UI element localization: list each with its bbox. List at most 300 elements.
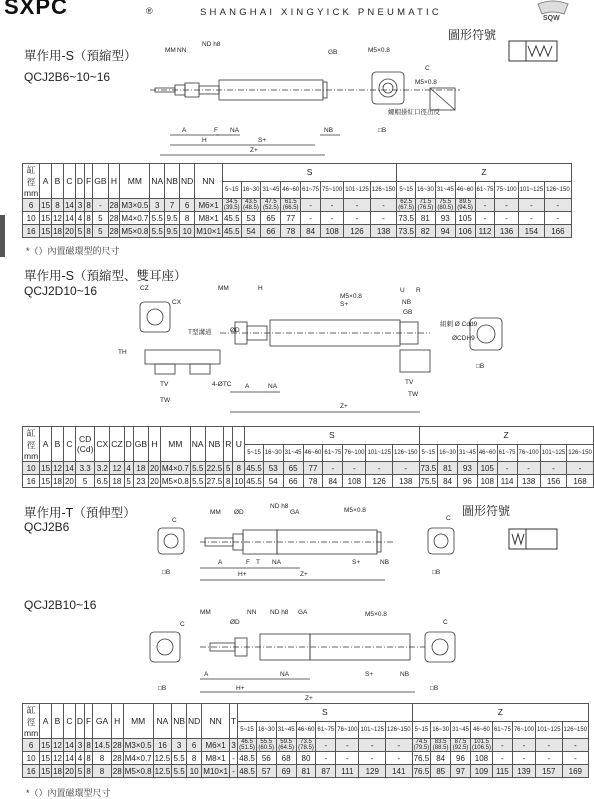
table-cell: M8×1 xyxy=(202,752,230,765)
table-cell: 14 xyxy=(64,200,74,210)
stroke-range: 61~75 xyxy=(301,181,321,199)
d3-dim-label: NB xyxy=(380,559,390,566)
column-header: NA xyxy=(150,164,165,199)
table-cell: 5 xyxy=(75,475,95,488)
d4-dim-label: C xyxy=(443,619,448,626)
table-cell: 3.3 xyxy=(75,462,95,475)
drawing-4 xyxy=(140,604,470,704)
table-cell: 8 xyxy=(224,475,233,488)
table-cell: 28 xyxy=(112,766,122,776)
drawing-3 xyxy=(150,500,470,590)
column-header: C xyxy=(63,427,75,462)
table-cell: 10 xyxy=(234,476,244,486)
column-header: NB xyxy=(172,704,187,739)
s-cell: 47.5 (52.5) xyxy=(261,199,281,212)
table-cell: - xyxy=(93,199,108,212)
d4-dim-label: □B xyxy=(430,685,439,692)
z-cell: 93 xyxy=(457,462,477,475)
section1-model: QCJ2B6~10~16 xyxy=(24,70,111,84)
d2-dim-label: S+ xyxy=(340,301,349,308)
table-cell: 6 xyxy=(187,739,202,752)
d2-dim-label: NB xyxy=(402,299,412,306)
table-row xyxy=(23,212,572,225)
stroke-range: 16~30 xyxy=(263,444,283,462)
d1-dim-label: Z+ xyxy=(250,147,258,154)
s-cell: 65 xyxy=(283,462,303,475)
stroke-range: 31~45 xyxy=(435,181,455,199)
d1-dim-label: 螺帽掛紅口徑出反 xyxy=(388,109,440,116)
stroke-range: 46~60 xyxy=(303,444,323,462)
registered-mark: ® xyxy=(146,6,153,16)
drawing-2 xyxy=(100,282,520,422)
table-cell: 8 xyxy=(86,213,91,223)
brand-logo: SXPC xyxy=(4,0,68,19)
d3-dim-label: ND h8 xyxy=(270,503,289,510)
column-header: H xyxy=(108,164,120,199)
z-cell: 71.5 (76.5) xyxy=(415,199,435,212)
s-cell: - xyxy=(336,752,359,765)
z-cell: 89.5 (94.5) xyxy=(455,199,475,212)
s-cell: 84 xyxy=(301,225,321,238)
s-cell: - xyxy=(301,212,321,225)
z-cell: 166 xyxy=(545,225,572,238)
section3-title: 單作用-T（預伸型） xyxy=(24,506,136,520)
d1-dim-label: NN xyxy=(177,47,187,54)
table-cell: 15 xyxy=(41,753,51,763)
table-cell: 3 xyxy=(75,739,84,752)
s-cell: 129 xyxy=(359,765,386,778)
table-cell: 5 xyxy=(224,462,233,475)
z-cell: - xyxy=(492,752,512,765)
s-cell: 78 xyxy=(281,225,301,238)
stroke-range: 126~150 xyxy=(567,444,594,462)
table-cell: 3 xyxy=(75,199,84,212)
section3-model: QCJ2B6 xyxy=(24,520,70,534)
s-cell: - xyxy=(316,752,336,765)
z-cell: 93 xyxy=(435,212,455,225)
column-header: D xyxy=(124,427,133,462)
table-cell: M4×0.7 xyxy=(124,753,152,763)
column-header: C xyxy=(63,164,75,199)
stroke-range: 61~75 xyxy=(492,721,512,739)
z-cell: 154 xyxy=(518,225,545,238)
table-cell: 28 xyxy=(112,753,122,763)
z-cell: 138 xyxy=(517,475,540,488)
table-row xyxy=(23,765,589,778)
column-header: F xyxy=(85,164,93,199)
table-cell: M3×0.5 xyxy=(121,200,149,210)
stroke-range: 5~15 xyxy=(245,444,264,462)
table-cell: 16 xyxy=(153,739,172,752)
d2-dim-label: TV xyxy=(405,379,414,386)
d3-dim-label: A xyxy=(218,559,223,566)
z-cell: - xyxy=(536,752,563,765)
d1-dim-label: NB xyxy=(324,127,334,134)
table-cell: M5×0.8 xyxy=(121,226,149,236)
stroke-range: 46~60 xyxy=(477,444,497,462)
column-header: U xyxy=(233,427,245,462)
table-cell: 18 xyxy=(53,476,62,486)
stroke-range: 31~45 xyxy=(451,721,471,739)
z-group-header: Z xyxy=(397,164,571,182)
column-header: A xyxy=(40,427,52,462)
table-cell: 28 xyxy=(109,213,119,223)
d4-dim-label: M5×0.8 xyxy=(365,611,387,618)
z-cell: 73.5 xyxy=(398,226,414,236)
stroke-range: 126~150 xyxy=(545,181,572,199)
z-cell: 109 xyxy=(470,765,492,778)
z-cell: 81 xyxy=(415,212,435,225)
s-cell: 126 xyxy=(366,475,393,488)
table-header-row xyxy=(23,704,589,722)
s-cell: - xyxy=(366,462,393,475)
table-cell: 12.5 xyxy=(154,753,171,763)
table-cell: M5×0.8 xyxy=(161,476,189,486)
z-cell: 112 xyxy=(475,225,495,238)
table-cell: 8 xyxy=(233,462,245,475)
bore-cell: 10 xyxy=(23,752,40,765)
s-group-header: S xyxy=(222,164,396,182)
table-cell: 6 xyxy=(179,199,194,212)
s-cell: 43.5 (48.5) xyxy=(241,199,261,212)
s-cell: 87 xyxy=(316,765,336,778)
table-cell: 12 xyxy=(53,740,62,750)
d1-dim-label: M5×0.8 xyxy=(368,47,390,54)
z-cell: 101.5 (106.5) xyxy=(471,739,491,751)
table-cell: 8 xyxy=(86,753,91,763)
s-cell: 68 xyxy=(276,752,296,765)
s-cell: 77 xyxy=(281,212,301,225)
table-cell: 5 xyxy=(124,475,133,488)
column-header: CX xyxy=(95,427,110,462)
s-cell: 81 xyxy=(296,765,316,778)
table-cell: 3 xyxy=(150,199,165,212)
bore-cell: 6 xyxy=(23,739,40,752)
z-cell: 114 xyxy=(497,475,517,488)
table-cell: 5.5 xyxy=(173,753,185,763)
s-cell: - xyxy=(359,739,386,752)
s-cell: 126 xyxy=(344,225,371,238)
z-cell: - xyxy=(562,739,589,752)
d4-dim-label: GA xyxy=(298,609,308,616)
z-cell: - xyxy=(540,462,567,475)
stroke-range: 16~30 xyxy=(415,181,435,199)
d2-dim-label: U xyxy=(400,287,405,294)
d4-dim-label: S+ xyxy=(365,671,374,678)
z-cell: 96 xyxy=(451,752,471,765)
z-cell: 136 xyxy=(495,225,518,238)
stroke-range: 101~125 xyxy=(540,444,567,462)
stroke-range: 46~60 xyxy=(470,721,492,739)
stroke-range: 5~15 xyxy=(222,181,241,199)
s-cell: - xyxy=(336,739,359,752)
bore-cell: 16 xyxy=(23,225,40,238)
table-row xyxy=(23,475,594,488)
bore-cell: 10 xyxy=(23,212,40,225)
s-cell: 46.5 (51.5) xyxy=(239,739,255,751)
column-header: GB xyxy=(133,427,148,462)
d4-dim-label: □B xyxy=(158,685,167,692)
table-cell: 12 xyxy=(53,213,62,223)
d2-dim-label: ØD xyxy=(230,327,240,334)
s-cell: 45.5 xyxy=(246,463,262,473)
d3-dim-label: Z+ xyxy=(300,571,308,578)
s-cell: 78 xyxy=(303,475,323,488)
table-cell: 10 xyxy=(179,225,194,238)
d3-dim-label: C xyxy=(172,517,177,524)
column-header: ND xyxy=(179,164,194,199)
table-cell: M3×0.5 xyxy=(124,740,152,750)
column-header: B xyxy=(52,427,64,462)
column-header: CZ xyxy=(110,427,124,462)
table-cell: M8×1 xyxy=(195,212,223,225)
d2-dim-label: T型溝道 xyxy=(188,329,212,336)
column-header: D xyxy=(75,704,84,739)
table-cell: 12 xyxy=(110,462,124,475)
z-cell: 85 xyxy=(431,765,451,778)
table-cell: 18 xyxy=(133,462,148,475)
table-cell: 3.2 xyxy=(96,463,108,473)
s-cell: - xyxy=(344,199,371,212)
stroke-range: 31~45 xyxy=(261,181,281,199)
s-group-header: S xyxy=(245,427,419,445)
table-cell: 8 xyxy=(179,212,194,225)
d2-dim-label: CX xyxy=(172,299,182,306)
s-cell: - xyxy=(359,752,386,765)
column-header: R xyxy=(224,427,233,462)
column-header: T xyxy=(229,704,237,739)
s-cell: 138 xyxy=(392,475,419,488)
z-cell: - xyxy=(512,752,535,765)
d2-dim-label: TW xyxy=(408,391,419,398)
d1-dim-label: S+ xyxy=(258,137,267,144)
stroke-range: 76~100 xyxy=(336,721,359,739)
z-cell: 97 xyxy=(451,765,471,778)
table-cell: 8 xyxy=(86,766,91,776)
stroke-range: 31~45 xyxy=(283,444,303,462)
d2-dim-label: TH xyxy=(118,349,127,356)
bore-header: 缸徑 mm xyxy=(24,705,39,738)
d4-dim-label: C xyxy=(180,621,185,628)
stroke-range: 16~30 xyxy=(431,721,451,739)
d3-dim-label: MM xyxy=(210,509,221,516)
d1-dim-label: □B xyxy=(378,127,387,134)
table-cell: 15 xyxy=(41,213,51,223)
stroke-range: 5~15 xyxy=(397,181,416,199)
d1-dim-label: C xyxy=(425,65,430,72)
s-cell: - xyxy=(392,462,419,475)
bore-cell: 16 xyxy=(23,475,40,488)
table-cell: 20 xyxy=(64,766,74,776)
z-cell: 75.5 (80.5) xyxy=(435,199,455,212)
z-cell: 62.5 (67.5) xyxy=(398,199,414,211)
table-cell: 3 xyxy=(231,740,236,750)
s-cell: - xyxy=(370,212,397,225)
column-header: MM xyxy=(120,164,150,199)
s-cell: 111 xyxy=(336,765,359,778)
s-cell: 138 xyxy=(370,225,397,238)
d2-dim-label: TW xyxy=(160,397,171,404)
company-name: SHANGHAI XINGYICK PNEUMATIC xyxy=(200,7,442,18)
z-cell: - xyxy=(518,212,545,225)
s-cell: 141 xyxy=(386,765,413,778)
z-cell: - xyxy=(512,739,535,752)
s-cell: 34.5 (39.5) xyxy=(223,199,240,211)
table-cell: 20 xyxy=(64,226,74,236)
table-cell: 8 xyxy=(93,752,112,765)
z-cell: 74.5 (79.5) xyxy=(413,739,430,751)
table-cell: 4 xyxy=(75,212,84,225)
z-cell: 75.5 xyxy=(420,476,437,486)
z-cell: 82 xyxy=(415,225,435,238)
stroke-range: 101~125 xyxy=(344,181,371,199)
s-cell: 108 xyxy=(343,475,366,488)
table1-footnote: *（）內置磁環型的尺寸 xyxy=(26,246,120,256)
table-row xyxy=(23,752,589,765)
stroke-range: 61~75 xyxy=(497,444,517,462)
z-cell: 108 xyxy=(470,752,492,765)
s-cell: 73.5 (78.5) xyxy=(296,739,316,752)
stroke-range: 46~60 xyxy=(296,721,316,739)
table-cell: 5 xyxy=(75,225,84,238)
table-cell: 8 xyxy=(93,765,112,778)
d4-dim-label: NN xyxy=(247,609,257,616)
z-cell: 76.5 xyxy=(413,753,430,763)
d3-dim-label: GA xyxy=(290,509,300,516)
section2-title: 單作用-S（預縮型、雙耳座） xyxy=(24,269,187,283)
z-cell: 168 xyxy=(567,475,594,488)
d3-dim-label: □B xyxy=(432,569,441,576)
table-cell: 28 xyxy=(112,740,122,750)
z-cell: 83.5 (88.5) xyxy=(431,739,451,752)
column-header: F xyxy=(85,704,93,739)
table-cell: 5 xyxy=(75,765,84,778)
d3-dim-label: NA xyxy=(272,559,282,566)
stroke-range: 5~15 xyxy=(419,444,438,462)
table-cell: 5 xyxy=(93,212,108,225)
stroke-range: 75~100 xyxy=(321,181,344,199)
stroke-range: 101~125 xyxy=(536,721,563,739)
pneumatic-symbol-t-icon xyxy=(508,528,560,550)
z-cell: 84 xyxy=(431,752,451,765)
s-cell: 54 xyxy=(241,225,261,238)
table-cell: 8 xyxy=(187,752,202,765)
d3-dim-label: S+ xyxy=(352,559,361,566)
column-header: A xyxy=(40,704,52,739)
table-cell: 4 xyxy=(75,752,84,765)
s-cell: 65 xyxy=(261,212,281,225)
table-cell: 5 xyxy=(93,225,108,238)
table-cell: 8 xyxy=(86,226,91,236)
table-cell: 8 xyxy=(52,199,64,212)
stroke-range: 61~75 xyxy=(323,444,343,462)
column-header: NA xyxy=(153,704,172,739)
drawing-1 xyxy=(150,40,460,165)
s-group-header: S xyxy=(238,704,412,722)
table-cell: 7 xyxy=(165,199,180,212)
s-cell: 84 xyxy=(323,475,343,488)
column-header: NN xyxy=(195,164,223,199)
s-cell: 53 xyxy=(241,212,261,225)
s-cell: - xyxy=(321,199,344,212)
column-header: B xyxy=(52,704,64,739)
table-cell: - xyxy=(229,752,237,765)
z-cell: 106 xyxy=(455,225,475,238)
z-cell: 105 xyxy=(477,462,497,475)
table3-footnote: *（）內置磁環型尺寸 xyxy=(26,788,111,798)
s-cell: - xyxy=(321,212,344,225)
table-cell: M4×0.7 xyxy=(161,463,189,473)
s-cell: 61.5 (66.5) xyxy=(281,199,301,212)
d2-dim-label: H xyxy=(258,285,263,292)
table-cell: M10×1 xyxy=(203,766,228,776)
column-header: NB xyxy=(205,427,224,462)
z-cell: - xyxy=(562,752,589,765)
z-cell: - xyxy=(475,199,495,212)
d1-dim-label: F xyxy=(214,127,218,134)
d3-dim-label: H+ xyxy=(238,571,247,578)
s-cell: 57 xyxy=(256,765,276,778)
z-cell: 115 xyxy=(492,765,512,778)
section3-symbol-label: 圖形符號 xyxy=(462,504,511,518)
table-cell: 22.5 xyxy=(206,463,223,473)
stroke-range: 76~100 xyxy=(512,721,535,739)
d1-dim-label: H xyxy=(202,137,207,144)
stroke-range: 31~45 xyxy=(457,444,477,462)
z-cell: - xyxy=(545,212,572,225)
s-cell: 66 xyxy=(261,225,281,238)
s-cell: - xyxy=(386,752,413,765)
z-cell: - xyxy=(545,199,572,212)
table-cell: 15 xyxy=(41,200,51,210)
z-cell: - xyxy=(567,462,594,475)
s-cell: 48.5 xyxy=(239,753,255,763)
section4-model: QCJ2B10~16 xyxy=(24,598,97,612)
spec-table-3 xyxy=(22,703,589,778)
s-cell: 69 xyxy=(276,765,296,778)
d4-dim-label: ØD xyxy=(230,619,240,626)
z-cell: - xyxy=(495,199,518,212)
z-cell: - xyxy=(517,462,540,475)
stroke-range: 61~75 xyxy=(475,181,495,199)
z-cell: 139 xyxy=(512,765,535,778)
d2-dim-label: TV xyxy=(160,381,169,388)
table-cell: 20 xyxy=(64,476,74,486)
s-cell: - xyxy=(343,462,366,475)
table-cell: 14 xyxy=(64,463,74,473)
stroke-range: 101~125 xyxy=(359,721,386,739)
d1-dim-label: M5×0.8 xyxy=(415,79,437,86)
column-header: GB xyxy=(93,164,108,199)
d2-dim-label: GB xyxy=(403,309,413,316)
stroke-range: 75~100 xyxy=(495,181,518,199)
column-header: MM xyxy=(123,704,153,739)
table-row xyxy=(23,199,572,212)
bore-cell: 16 xyxy=(23,765,40,778)
column-header: B xyxy=(52,164,64,199)
z-group-header: Z xyxy=(419,427,593,445)
stroke-range: 46~60 xyxy=(281,181,301,199)
table-cell: 9.5 xyxy=(166,213,178,223)
table-cell: 20 xyxy=(149,476,159,486)
s-cell: - xyxy=(370,199,397,212)
bore-header: 缸徑 mm xyxy=(24,165,39,198)
s-cell: 45.5 xyxy=(223,213,240,223)
d4-dim-label: NB xyxy=(400,671,410,678)
bore-cell: 6 xyxy=(23,199,40,212)
z-cell: 157 xyxy=(536,765,563,778)
table-cell: M6×1 xyxy=(195,199,223,212)
